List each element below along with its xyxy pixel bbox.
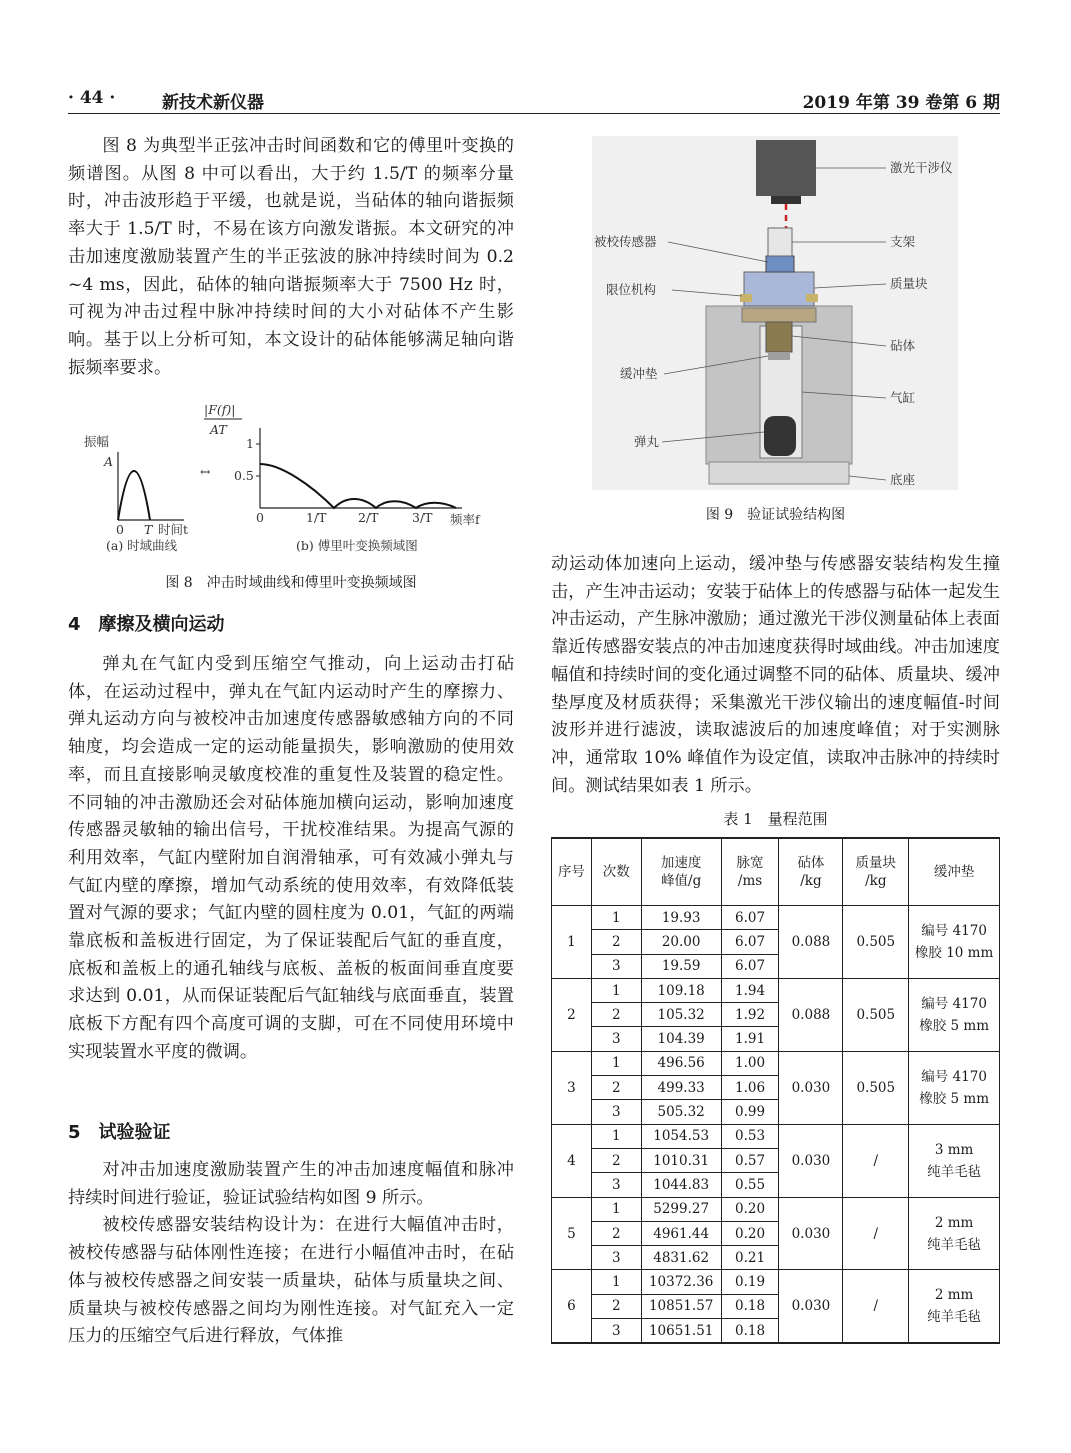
fig8-left-A: A bbox=[104, 454, 114, 469]
issue-info: 2019 年第 39 卷第 6 期 bbox=[802, 93, 1000, 113]
table-1 bbox=[551, 837, 1000, 1344]
fig8-right-ylabel-top: |F(f)| bbox=[204, 402, 236, 417]
fig8-right-y05: 0.5 bbox=[234, 468, 254, 483]
cell-count: 2 bbox=[591, 1076, 641, 1100]
cell-acceleration: 104.39 bbox=[641, 1027, 721, 1051]
cell-acceleration: 5299.27 bbox=[641, 1197, 721, 1221]
cell-anvil-mass: 0.030 bbox=[779, 1270, 843, 1343]
left-paragraph-2: 弹丸在气缸内受到压缩空气推动，向上运动击打砧体，在运动过程中，弹丸在气缸内运动时产生的摩擦力、弹丸运动方向与被校冲击加速度传感器敏感轴方向的不同轴度，均会造成一定的运动能量损失，影响激励的使用效率，而且直接影响灵敏度校准的重复性及装置的稳定性。不同轴的冲击激励还会对砧体施加横向运动，影响加速度传感器灵敏轴的输出信号，干扰校准结果。为提高气源的利用效率，气缸内壁附加自润滑轴承，可有效减小弹丸与气缸内壁的摩擦，增加气动系统的使用效率，有效降低装置对气源的要求；气缸内壁的圆柱度为 0.01，气缸的两端靠底板和盖板进行固定，为了保证装配后气缸的垂直度，底板和盖板上的通孔轴线与底板、盖板的板面间垂直度要求达到 0.01，从而保证装配后气缸轴线与底面垂直，装置底板下方配有四个高度可调的支脚，可在不同使用环境中实现装置水平度的微调。 bbox=[68, 654, 514, 1062]
fig8-right-sub: (b) 傅里叶变换频域图 bbox=[296, 538, 418, 553]
cell-acceleration: 499.33 bbox=[641, 1076, 721, 1100]
cell-count: 2 bbox=[591, 930, 641, 954]
cell-anvil-mass: 0.088 bbox=[779, 906, 843, 979]
cell-acceleration: 20.00 bbox=[641, 930, 721, 954]
cell-pulse-width: 6.07 bbox=[721, 906, 779, 930]
fig8-right-t1: 1/T bbox=[306, 510, 327, 525]
th-mass: 质量块 /kg bbox=[843, 838, 909, 906]
left-para-3-4-block bbox=[68, 1157, 514, 1351]
fig8-spectrum-curve bbox=[260, 464, 456, 508]
fig8-right-t3: 3/T bbox=[412, 510, 433, 525]
cell-acceleration: 505.32 bbox=[641, 1100, 721, 1124]
cell-pulse-width: 0.20 bbox=[721, 1221, 779, 1245]
table1-title: 表 1 量程范围 bbox=[723, 810, 828, 828]
fig9-label-anvil: 砧体 bbox=[890, 338, 916, 353]
cell-mass-block: / bbox=[843, 1124, 909, 1197]
cell-mass-block: 0.505 bbox=[843, 1051, 909, 1124]
cell-count: 2 bbox=[591, 1003, 641, 1027]
fig9-sensor bbox=[766, 256, 794, 272]
fig8-half-sine-curve bbox=[118, 471, 150, 520]
cell-count: 1 bbox=[591, 1270, 641, 1294]
cell-seq: 1 bbox=[552, 906, 592, 979]
fig8-arrow: ↔ bbox=[200, 464, 211, 479]
cell-pulse-width: 0.57 bbox=[721, 1148, 779, 1172]
cell-acceleration: 496.56 bbox=[641, 1051, 721, 1075]
cell-acceleration: 105.32 bbox=[641, 1003, 721, 1027]
th-count: 次数 bbox=[591, 838, 641, 906]
right-paragraph-1: 动运动体加速向上运动，缓冲垫与传感器安装结构发生撞击，产生冲击运动；安装于砧体上的传感器与砧体一起发生冲击运动，产生脉冲激励；通过激光干涉仪测量砧体上表面靠近传感器安装点的冲击加速度获得时域曲线。冲击加速度幅值和持续时间的变化通过调整不同的砧体、质量块、缓冲垫厚度及材质获得；采集激光干涉仪输出的速度幅值-时间波形并进行滤波，读取滤波后的加速度峰值；对于实测脉冲，通常取 10% 峰值作为设定值，读取冲击脉冲的持续时间。测试结果如表 1 所示。 bbox=[551, 554, 1000, 796]
cell-pulse-width: 0.21 bbox=[721, 1246, 779, 1270]
section-5-heading: 5 试验验证 bbox=[68, 1122, 171, 1143]
cell-count: 3 bbox=[591, 1027, 641, 1051]
cell-anvil-mass: 0.030 bbox=[779, 1197, 843, 1270]
cell-acceleration: 19.93 bbox=[641, 906, 721, 930]
cell-count: 1 bbox=[591, 978, 641, 1002]
cell-anvil-mass: 0.088 bbox=[779, 978, 843, 1051]
cell-count: 2 bbox=[591, 1148, 641, 1172]
cell-mass-block: 0.505 bbox=[843, 978, 909, 1051]
fig9-label-mass: 质量块 bbox=[890, 276, 928, 291]
cell-cushion: 3 mm 纯羊毛毡 bbox=[909, 1124, 1000, 1197]
cell-pulse-width: 1.94 bbox=[721, 978, 779, 1002]
fig9-bracket bbox=[768, 228, 792, 256]
fig8-right-y1: 1 bbox=[246, 436, 254, 451]
table-row bbox=[552, 1270, 1000, 1294]
cell-count: 3 bbox=[591, 1319, 641, 1344]
cell-count: 2 bbox=[591, 1221, 641, 1245]
cell-anvil-mass: 0.030 bbox=[779, 1124, 843, 1197]
fig8-caption: 图 8 冲击时域曲线和傅里叶变换频域图 bbox=[165, 575, 417, 591]
fig9-limiter-left bbox=[740, 294, 752, 302]
cell-count: 1 bbox=[591, 906, 641, 930]
left-paragraph-3: 对冲击加速度激励装置产生的冲击加速度幅值和脉冲持续时间进行验证，验证试验结构如图 9 所示。 bbox=[68, 1160, 514, 1208]
page-number: · 44 · bbox=[68, 88, 116, 108]
cell-pulse-width: 1.91 bbox=[721, 1027, 779, 1051]
cell-acceleration: 4961.44 bbox=[641, 1221, 721, 1245]
left-para-2-block bbox=[68, 651, 514, 1067]
cell-acceleration: 10651.51 bbox=[641, 1319, 721, 1344]
fig9-anvil bbox=[766, 322, 792, 352]
cell-acceleration: 109.18 bbox=[641, 978, 721, 1002]
cell-pulse-width: 1.92 bbox=[721, 1003, 779, 1027]
cell-pulse-width: 1.06 bbox=[721, 1076, 779, 1100]
fig9-label-limiter: 限位机构 bbox=[606, 282, 657, 297]
figure-8 bbox=[76, 400, 506, 560]
th-seq: 序号 bbox=[552, 838, 592, 906]
cell-acceleration: 4831.62 bbox=[641, 1246, 721, 1270]
cell-acceleration: 1010.31 bbox=[641, 1148, 721, 1172]
left-para-1-block bbox=[68, 133, 514, 382]
th-anvil: 砧体 /kg bbox=[779, 838, 843, 906]
cell-acceleration: 10372.36 bbox=[641, 1270, 721, 1294]
fig9-laser-body bbox=[756, 140, 816, 196]
cell-acceleration: 1044.83 bbox=[641, 1173, 721, 1197]
table-row bbox=[552, 906, 1000, 930]
fig9-anvil-plate bbox=[742, 308, 816, 322]
fig9-limiter-right bbox=[806, 294, 818, 302]
cell-seq: 6 bbox=[552, 1270, 592, 1343]
cell-anvil-mass: 0.030 bbox=[779, 1051, 843, 1124]
cell-cushion: 编号 4170 橡胶 10 mm bbox=[909, 906, 1000, 979]
cell-pulse-width: 0.53 bbox=[721, 1124, 779, 1148]
table-row bbox=[552, 1124, 1000, 1148]
cell-mass-block: / bbox=[843, 1270, 909, 1343]
fig8-right-xlabel: 频率f bbox=[450, 512, 480, 527]
cell-acceleration: 19.59 bbox=[641, 954, 721, 978]
section-4-heading: 4 摩擦及横向运动 bbox=[68, 614, 225, 635]
th-acc: 加速度 峰值/g bbox=[641, 838, 721, 906]
fig8-left-xlabel: 时间t bbox=[158, 522, 189, 537]
table-row bbox=[552, 1051, 1000, 1075]
fig8-right-zero: 0 bbox=[256, 510, 264, 525]
fig8-left-sub: (a) 时域曲线 bbox=[106, 538, 178, 553]
th-cushion: 缓冲垫 bbox=[909, 838, 1000, 906]
figure-9 bbox=[556, 130, 1000, 494]
journal-name: 新技术新仪器 bbox=[162, 93, 264, 113]
fig9-caption: 图 9 验证试验结构图 bbox=[705, 507, 846, 523]
cell-count: 3 bbox=[591, 954, 641, 978]
th-pulse-width: 脉宽 /ms bbox=[721, 838, 779, 906]
cell-count: 1 bbox=[591, 1051, 641, 1075]
cell-seq: 4 bbox=[552, 1124, 592, 1197]
cell-acceleration: 1054.53 bbox=[641, 1124, 721, 1148]
fig9-laser-lens bbox=[771, 196, 801, 204]
cell-pulse-width: 6.07 bbox=[721, 930, 779, 954]
cell-pulse-width: 1.00 bbox=[721, 1051, 779, 1075]
cell-seq: 3 bbox=[552, 1051, 592, 1124]
fig8-left-ylabel: 振幅 bbox=[84, 434, 110, 449]
fig9-projectile bbox=[764, 416, 796, 456]
cell-cushion: 2 mm 纯羊毛毡 bbox=[909, 1197, 1000, 1270]
cell-seq: 2 bbox=[552, 978, 592, 1051]
cell-count: 2 bbox=[591, 1294, 641, 1318]
fig9-label-bracket: 支架 bbox=[890, 234, 916, 249]
cell-pulse-width: 0.18 bbox=[721, 1294, 779, 1318]
fig9-label-cushion: 缓冲垫 bbox=[620, 366, 658, 381]
table-row bbox=[552, 978, 1000, 1002]
cell-pulse-width: 0.18 bbox=[721, 1319, 779, 1344]
fig9-cushion bbox=[768, 352, 790, 360]
cell-pulse-width: 6.07 bbox=[721, 954, 779, 978]
cell-pulse-width: 0.20 bbox=[721, 1197, 779, 1221]
cell-count: 3 bbox=[591, 1100, 641, 1124]
fig9-label-base: 底座 bbox=[890, 472, 916, 487]
table1-header-row bbox=[552, 838, 1000, 906]
cell-cushion: 2 mm 纯羊毛毡 bbox=[909, 1270, 1000, 1343]
fig8-right-t2: 2/T bbox=[358, 510, 379, 525]
cell-count: 1 bbox=[591, 1197, 641, 1221]
cell-count: 3 bbox=[591, 1246, 641, 1270]
fig8-right-ylabel-bot: AT bbox=[210, 422, 227, 437]
fig9-base bbox=[709, 462, 849, 484]
left-paragraph-4: 被校传感器安装结构设计为：在进行大幅值冲击时，被校传感器与砧体刚性连接；在进行小幅值冲击时，在砧体与被校传感器之间安装一质量块，砧体与质量块之间、质量块与被校传感器之间均为刚性连接。对气缸充入一定压力的压缩空气后进行释放，气体推 bbox=[68, 1215, 514, 1347]
header-rule bbox=[68, 113, 1000, 114]
fig9-label-cylinder: 气缸 bbox=[890, 390, 916, 405]
table-row bbox=[552, 1197, 1000, 1221]
right-para-block bbox=[551, 551, 1000, 800]
fig9-label-projectile: 弹丸 bbox=[634, 434, 660, 449]
table1-body bbox=[552, 906, 1000, 1344]
cell-pulse-width: 0.19 bbox=[721, 1270, 779, 1294]
fig9-mass-block bbox=[744, 272, 814, 306]
cell-seq: 5 bbox=[552, 1197, 592, 1270]
left-paragraph-1: 图 8 为典型半正弦冲击时间函数和它的傅里叶变换的频谱图。从图 8 中可以看出，大于约 1.5/T 的频率分量时，冲击波形趋于平缓，也就是说，当砧体的轴向谐振频率大于 1.5/T 时，不易在该方向激发谐振。本文研究的冲击加速度激励装置产生的半正弦波的脉冲持续时间为 0.2 ~4 ms，因此，砧体的轴向谐振频率大于 7500 Hz 时，可视为冲击过程中脉冲持续时间的大小对砧体不产生影响。基于以上分析可知，本文设计的砧体能够满足轴向谐振频率要求。 bbox=[68, 136, 514, 378]
fig8-left-T: T bbox=[144, 522, 153, 537]
cell-count: 1 bbox=[591, 1124, 641, 1148]
cell-pulse-width: 0.99 bbox=[721, 1100, 779, 1124]
cell-cushion: 编号 4170 橡胶 5 mm bbox=[909, 1051, 1000, 1124]
cell-pulse-width: 0.55 bbox=[721, 1173, 779, 1197]
fig9-label-sensor: 被校传感器 bbox=[594, 234, 657, 249]
fig9-label-laser: 激光干涉仪 bbox=[890, 160, 953, 175]
cell-count: 3 bbox=[591, 1173, 641, 1197]
cell-mass-block: / bbox=[843, 1197, 909, 1270]
cell-acceleration: 10851.57 bbox=[641, 1294, 721, 1318]
fig8-left-zero: 0 bbox=[116, 522, 124, 537]
cell-cushion: 编号 4170 橡胶 5 mm bbox=[909, 978, 1000, 1051]
cell-mass-block: 0.505 bbox=[843, 906, 909, 979]
